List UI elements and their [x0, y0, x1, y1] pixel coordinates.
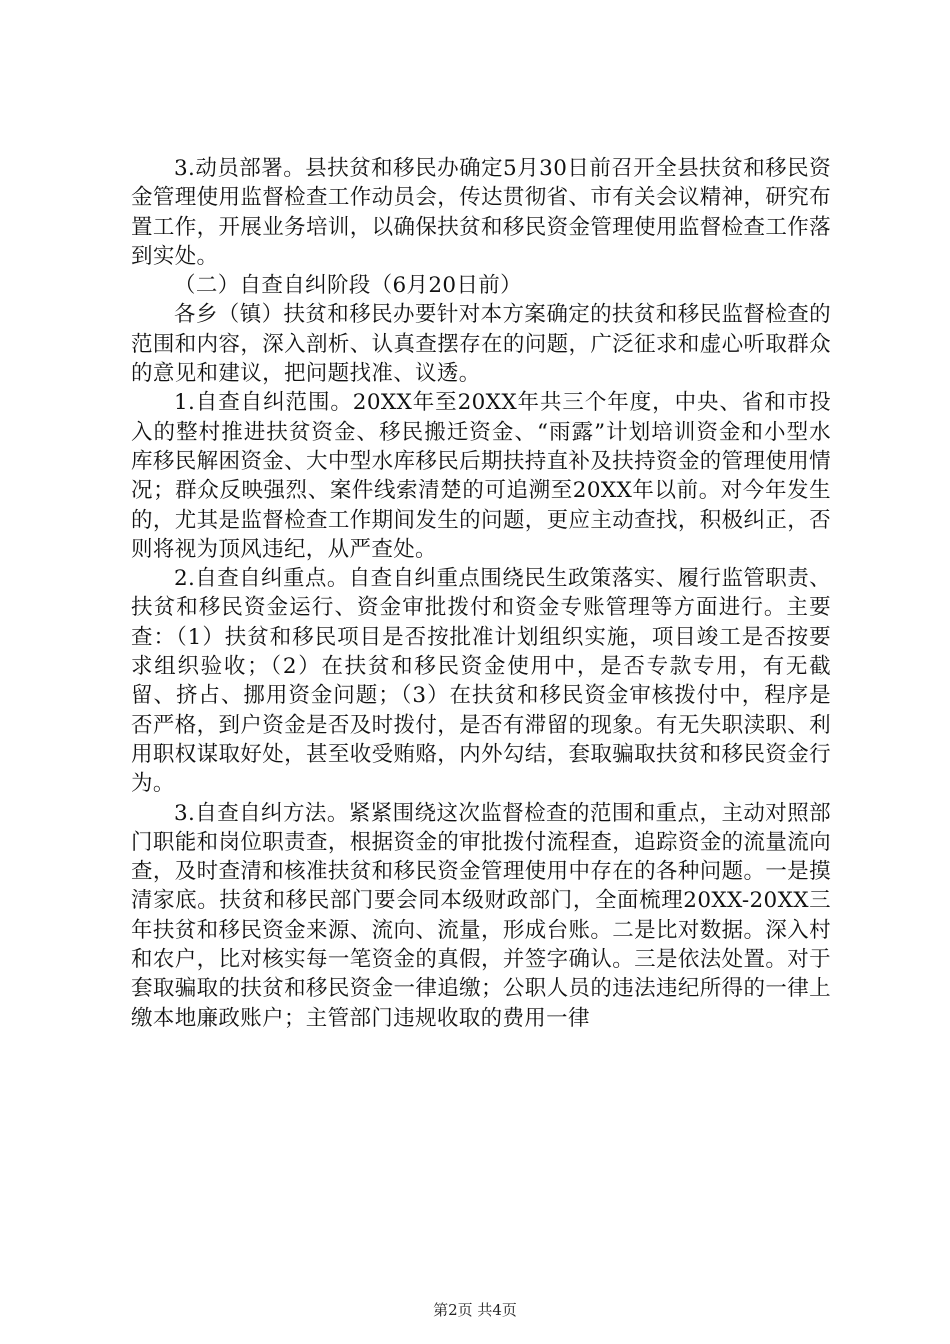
page-number: 第2页 共4页: [433, 1301, 517, 1319]
paragraph-self-inspection-method: 3.自查自纠方法。紧紧围绕这次监督检查的范围和重点，主动对照部门职能和岗位职责查，根据资金的审批拨付流程查，追踪资金的流量流向查，及时查清和核准扶贫和移民资金管理使用中存在的各种问题。一是摸清家底。扶贫和移民部门要会同本级财政部门，全面梳理20XX-20XX三年扶贫和移民资金来源、流向、流量，形成台账。二是比对数据。深入村和农户，比对核实每一笔资金的真假，并签字确认。三是依法处置。对于套取骗取的扶贫和移民资金一律追缴；公职人员的违法违纪所得的一律上缴本地廉政账户；主管部门违规收取的费用一律: [131, 800, 831, 1031]
section-heading-self-inspection: （二）自查自纠阶段（6月20日前）: [174, 273, 522, 299]
document-body: [131, 154, 831, 1033]
paragraph-self-inspection-intro: 各乡（镇）扶贫和移民办要针对本方案确定的扶贫和移民监督检查的范围和内容，深入剖析、认真查摆存在的问题，广泛征求和虚心听取群众的意见和建议，把问题找准、议透。: [131, 302, 831, 387]
paragraph-self-inspection-scope: 1.自查自纠范围。20XX年至20XX年共三个年度，中央、省和市投入的整村推进扶贫资金、移民搬迁资金、“雨露”计划培训资金和小型水库移民解困资金、大中型水库移民后期扶持直补及扶持资金的管理使用情况；群众反映强烈、案件线索清楚的可追溯至20XX年以前。对今年发生的，尤其是监督检查工作期间发生的问题，更应主动查找，积极纠正，否则将视为顶风违纪，从严查处。: [131, 390, 831, 562]
paragraph-mobilization: 3.动员部署。县扶贫和移民办确定5月30日前召开全县扶贫和移民资金管理使用监督检查工作动员会，传达贯彻省、市有关会议精神，研究布置工作，开展业务培训，以确保扶贫和移民资金管理使用监督检查工作落到实处。: [131, 156, 831, 269]
page-footer: [0, 1300, 950, 1320]
paragraph-self-inspection-focus: 2.自查自纠重点。自查自纠重点围绕民生政策落实、履行监管职责、扶贫和移民资金运行、资金审批拨付和资金专账管理等方面进行。主要查：（1）扶贫和移民项目是否按批准计划组织实施，项目竣工是否按要求组织验收；（2）在扶贫和移民资金使用中，是否专款专用，有无截留、挤占、挪用资金问题；（3）在扶贫和移民资金审核拨付中，程序是否严格，到户资金是否及时拨付，是否有滞留的现象。有无失职渎职、利用职权谋取好处，甚至收受贿赂，内外勾结，套取骗取扶贫和移民资金行为。: [131, 566, 831, 797]
